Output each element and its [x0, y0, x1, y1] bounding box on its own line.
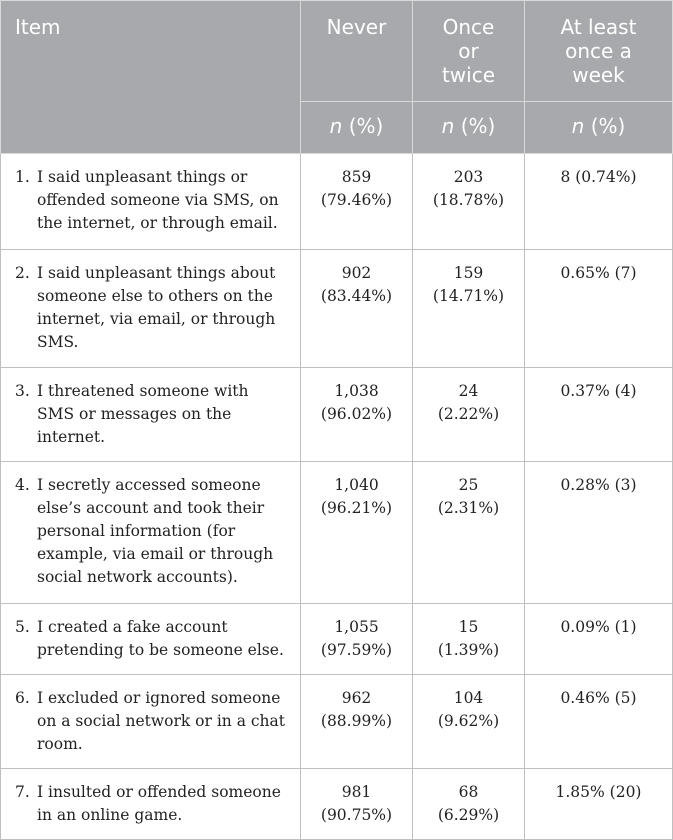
header-once-line3: twice [441, 63, 496, 87]
never-cell [301, 368, 413, 462]
never-count: 859 [341, 168, 372, 186]
item-cell [1, 769, 301, 840]
subheader-pct: (%) [584, 114, 626, 138]
item-number: 5. [15, 618, 30, 636]
header-week-line3: week [572, 63, 625, 87]
week-cell: 8 (0.74%) [525, 154, 673, 250]
subheader-once [413, 102, 525, 154]
never-percent: (97.59%) [320, 641, 393, 659]
never-cell [301, 769, 413, 840]
item-number: 7. [15, 783, 30, 801]
item-number: 3. [15, 382, 30, 400]
item-cell [1, 462, 301, 604]
once-percent: (6.29%) [437, 806, 500, 824]
item-text: I created a fake account pretending to be someone else. [37, 618, 284, 659]
week-cell: 0.09% (1) [525, 604, 673, 675]
once-count: 203 [453, 168, 484, 186]
subheader-week [525, 102, 673, 154]
item-number: 6. [15, 689, 30, 707]
never-percent: (90.75%) [320, 806, 393, 824]
table-row [1, 154, 673, 250]
item-cell [1, 368, 301, 462]
once-count: 24 [458, 382, 479, 400]
never-count: 981 [341, 783, 372, 801]
once-cell [413, 250, 525, 368]
once-count: 15 [458, 618, 479, 636]
item-text: I insulted or offended someone in an online game. [37, 783, 281, 824]
header-item: Item [1, 1, 301, 154]
once-count: 104 [453, 689, 484, 707]
header-once-line1: Once [442, 15, 495, 39]
subheader-n-symbol: n [329, 114, 343, 138]
once-cell [413, 675, 525, 769]
never-count: 1,038 [334, 382, 379, 400]
subheader-pct: (%) [454, 114, 496, 138]
header-never: Never [301, 1, 413, 102]
item-text: I secretly accessed someone else’s account and took their personal information (for example, via email or through social network accounts). [37, 476, 274, 586]
item-number: 2. [15, 264, 30, 282]
never-count: 1,055 [334, 618, 379, 636]
table-row [1, 368, 673, 462]
once-percent: (14.71%) [432, 287, 505, 305]
never-percent: (96.21%) [320, 499, 393, 517]
item-text: I threatened someone with SMS or messages on the internet. [37, 382, 249, 446]
never-cell [301, 675, 413, 769]
table-row [1, 604, 673, 675]
item-cell [1, 250, 301, 368]
header-once-or-twice [413, 1, 525, 102]
once-count: 68 [458, 783, 479, 801]
header-week-line2: once a [565, 39, 632, 63]
item-text: I said unpleasant things about someone else to others on the internet, via email, or through SMS. [37, 264, 276, 351]
item-number: 1. [15, 168, 30, 186]
never-cell [301, 250, 413, 368]
once-count: 159 [453, 264, 484, 282]
item-text: I said unpleasant things or offended someone via SMS, on the internet, or through email. [37, 168, 279, 232]
header-at-least-once-a-week [525, 1, 673, 102]
once-percent: (9.62%) [437, 712, 500, 730]
never-cell [301, 604, 413, 675]
table-row [1, 462, 673, 604]
item-cell [1, 675, 301, 769]
subheader-pct: (%) [342, 114, 384, 138]
never-count: 962 [341, 689, 372, 707]
once-percent: (2.31%) [437, 499, 500, 517]
once-cell [413, 769, 525, 840]
once-percent: (18.78%) [432, 191, 505, 209]
header-once-line2: or [458, 39, 479, 63]
subheader-n-symbol: n [571, 114, 585, 138]
week-cell: 0.46% (5) [525, 675, 673, 769]
table-row [1, 250, 673, 368]
never-count: 1,040 [334, 476, 379, 494]
once-percent: (2.22%) [437, 405, 500, 423]
never-count: 902 [341, 264, 372, 282]
header-row [1, 1, 673, 102]
once-count: 25 [458, 476, 479, 494]
week-cell: 0.28% (3) [525, 462, 673, 604]
never-percent: (83.44%) [320, 287, 393, 305]
week-cell: 0.37% (4) [525, 368, 673, 462]
never-percent: (79.46%) [320, 191, 393, 209]
item-cell [1, 154, 301, 250]
table-header [1, 1, 673, 154]
once-cell [413, 604, 525, 675]
subheader-never [301, 102, 413, 154]
once-cell [413, 154, 525, 250]
once-percent: (1.39%) [437, 641, 500, 659]
table-row [1, 769, 673, 840]
once-cell [413, 368, 525, 462]
subheader-n-symbol: n [441, 114, 455, 138]
item-cell [1, 604, 301, 675]
item-text: I excluded or ignored someone on a social network or in a chat room. [37, 689, 286, 753]
never-percent: (96.02%) [320, 405, 393, 423]
table-body [1, 154, 673, 840]
header-week-line1: At least [560, 15, 637, 39]
never-cell [301, 462, 413, 604]
week-cell: 1.85% (20) [525, 769, 673, 840]
table-row [1, 675, 673, 769]
once-cell [413, 462, 525, 604]
item-number: 4. [15, 476, 30, 494]
never-percent: (88.99%) [320, 712, 393, 730]
week-cell: 0.65% (7) [525, 250, 673, 368]
never-cell [301, 154, 413, 250]
